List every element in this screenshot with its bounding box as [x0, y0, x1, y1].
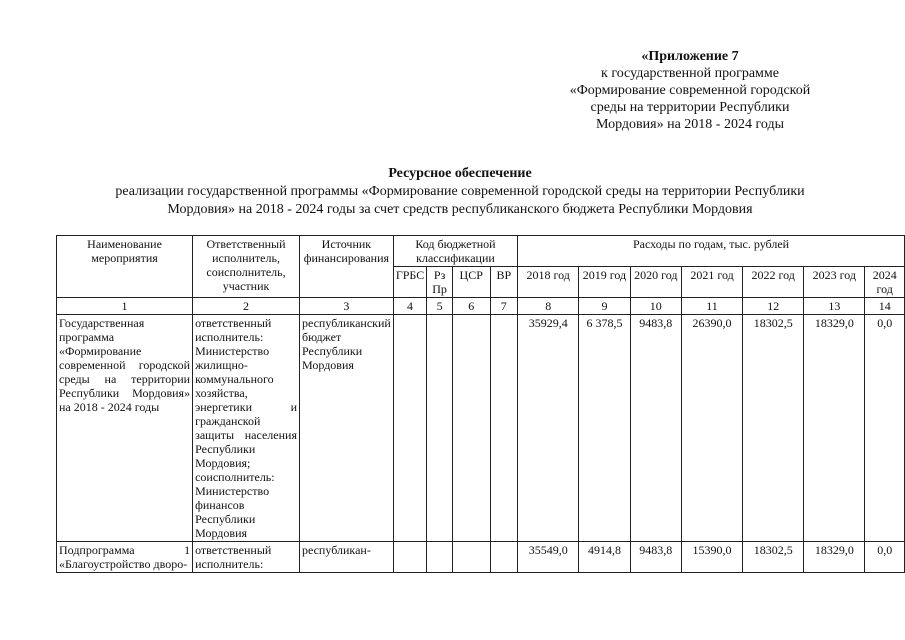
- row-value-2019: 6 378,5: [579, 315, 630, 542]
- header-row: [57, 236, 905, 267]
- column-number: 2: [193, 298, 300, 315]
- table-row: [57, 315, 905, 542]
- column-number: 1: [57, 298, 193, 315]
- row-value-2021: 26390,0: [681, 315, 742, 542]
- header-year-2020: 2020 год: [630, 267, 681, 298]
- appendix-line: к государственной программе: [601, 66, 779, 81]
- header-rzpr: Рз Пр: [427, 267, 453, 298]
- row-source: республиканский бюджет Республики Мордовия: [299, 315, 393, 542]
- column-number: 10: [630, 298, 681, 315]
- row-value-2022: 18302,5: [743, 542, 804, 573]
- row-value-2024: 0,0: [865, 542, 905, 573]
- header-year-2024: 2024 год: [865, 267, 905, 298]
- row-vr: [490, 315, 518, 542]
- header-expenses: Расходы по годам, тыс. рублей: [518, 236, 905, 267]
- column-number: 9: [579, 298, 630, 315]
- column-number: 14: [865, 298, 905, 315]
- row-value-2024: 0,0: [865, 315, 905, 542]
- appendix-title: «Приложение 7: [641, 49, 739, 64]
- header-year-2023: 2023 год: [804, 267, 865, 298]
- document-title: Ресурсное обеспечение: [388, 166, 532, 181]
- row-rzpr: [427, 315, 453, 542]
- header-year-2022: 2022 год: [743, 267, 804, 298]
- row-value-2022: 18302,5: [743, 315, 804, 542]
- row-value-2021: 15390,0: [681, 542, 742, 573]
- row-vr: [490, 542, 518, 573]
- row-value-2023: 18329,0: [804, 542, 865, 573]
- column-number: 7: [490, 298, 518, 315]
- header-executor: Ответственный исполнитель, соисполнитель, участник: [193, 236, 300, 298]
- row-executor: ответственный исполнитель: Министерство жилищно-коммунального хозяйства, энергетики и гражданской защиты населения Республики Мордовия; соисполнитель: Министерство финансов Республики Мордовия: [193, 315, 300, 542]
- column-number: 13: [804, 298, 865, 315]
- row-executor: ответственный исполнитель:: [193, 542, 300, 573]
- table-row: [57, 542, 905, 573]
- header-budget-code: Код бюджетной классификации: [393, 236, 517, 267]
- column-number: 3: [299, 298, 393, 315]
- header-grbs: ГРБС: [393, 267, 426, 298]
- row-grbs: [393, 542, 426, 573]
- header-year-2021: 2021 год: [681, 267, 742, 298]
- appendix-line: среды на территории Республики: [590, 100, 790, 115]
- row-source: республикан-: [299, 542, 393, 573]
- resource-table: [56, 235, 905, 573]
- column-number-row: [57, 298, 905, 315]
- header-year-2019: 2019 год: [579, 267, 630, 298]
- appendix-caption: [540, 48, 840, 133]
- row-value-2019: 4914,8: [579, 542, 630, 573]
- appendix-line: Мордовия» на 2018 - 2024 годы: [596, 117, 784, 132]
- row-value-2020: 9483,8: [630, 315, 681, 542]
- column-number: 4: [393, 298, 426, 315]
- header-vr: ВР: [490, 267, 518, 298]
- document-subtitle-line: Мордовия» на 2018 - 2024 годы за счет средств республиканского бюджета Республики Мордовия: [167, 202, 753, 217]
- column-number: 5: [427, 298, 453, 315]
- column-number: 6: [452, 298, 490, 315]
- document-heading: [40, 165, 880, 219]
- column-number: 12: [743, 298, 804, 315]
- header-year-2018: 2018 год: [518, 267, 579, 298]
- appendix-line: «Формирование современной городской: [569, 83, 811, 98]
- row-value-2020: 9483,8: [630, 542, 681, 573]
- row-value-2018: 35929,4: [518, 315, 579, 542]
- row-value-2018: 35549,0: [518, 542, 579, 573]
- row-csr: [452, 542, 490, 573]
- row-rzpr: [427, 542, 453, 573]
- header-name: Наименование мероприятия: [57, 236, 193, 298]
- row-name: Подпрограмма 1 «Благоустройство дворо-: [57, 542, 193, 573]
- row-csr: [452, 315, 490, 542]
- column-number: 8: [518, 298, 579, 315]
- column-number: 11: [681, 298, 742, 315]
- row-grbs: [393, 315, 426, 542]
- row-name: Государственная программа «Формирование современной городской среды на территории Республики Мордовия» на 2018 - 2024 годы: [57, 315, 193, 542]
- row-value-2023: 18329,0: [804, 315, 865, 542]
- header-csr: ЦСР: [452, 267, 490, 298]
- document-subtitle-line: реализации государственной программы «Формирование современной городской среды на территории Республики: [115, 184, 805, 199]
- header-source: Источник финансирования: [299, 236, 393, 298]
